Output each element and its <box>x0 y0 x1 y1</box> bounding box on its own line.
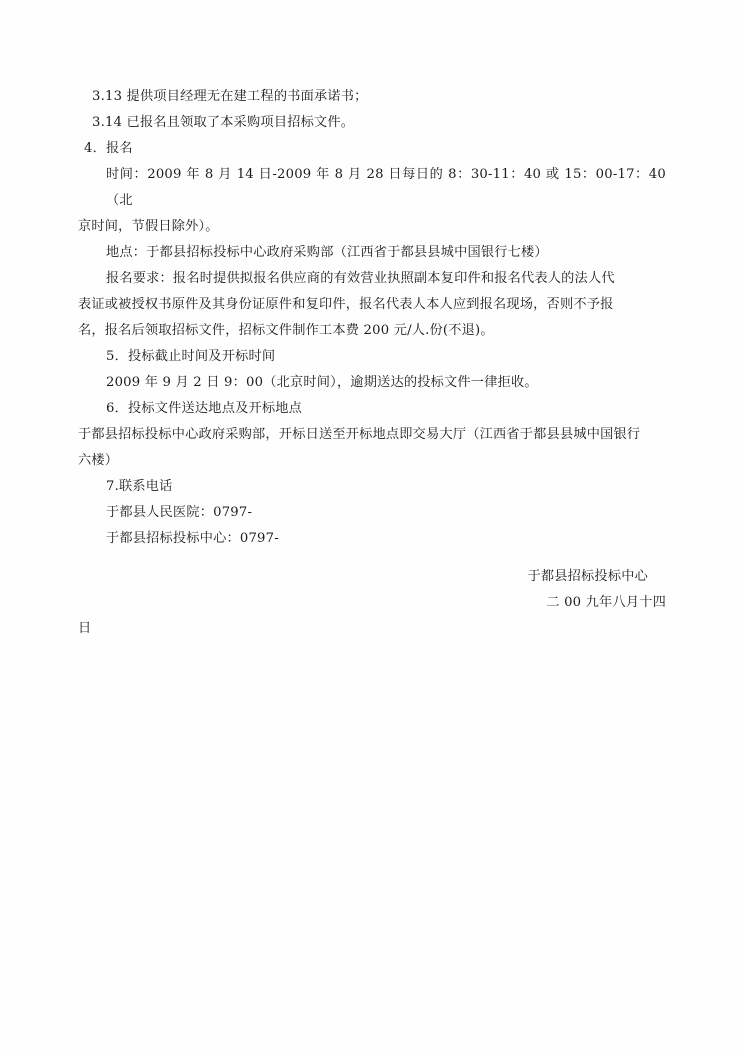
paragraph-requirement-line-3: 名，报名后领取招标文件，招标文件制作工本费 200 元/人.份(不退)。 <box>78 322 494 338</box>
signature-date: 二 00 九年八月十四 <box>546 595 666 610</box>
paragraph-item-3-13: 3.13 提供项目经理无在建工程的书面承诺书； <box>92 89 368 104</box>
paragraph-section-5-title: 5．投标截止时间及开标时间 <box>106 348 276 364</box>
paragraph-contact-hospital: 于都县人民医院：0797- <box>106 504 253 520</box>
paragraph-section-6-body-1: 于都县招标投标中心政府采购部，开标日送至开标地点即交易大厅（江西省于都县县城中国银行 <box>78 426 641 442</box>
paragraph-section-6-body-2: 六楼） <box>78 452 119 468</box>
paragraph-section-5-body: 2009 年 9 月 2 日 9：00（北京时间），逾期送达的投标文件一律拒收。 <box>106 374 538 390</box>
paragraph-time-line: 时间：2009 年 8 月 14 日-2009 年 8 月 28 日每日的 8：30-11：40 或 15：00-17：40（北 <box>106 167 666 208</box>
paragraph-time-line-cont: 京时间，节假日除外）。 <box>78 218 219 234</box>
paragraph-place-line: 地点：于都县招标投标中心政府采购部（江西省于都县县城中国银行七楼） <box>106 244 548 260</box>
paragraph-section-7-title: 7.联系电话 <box>106 478 173 494</box>
paragraph-section-4-title: 4．报名 <box>84 141 133 156</box>
signature-organization: 于都县招标投标中心 <box>527 569 648 584</box>
paragraph-requirement-line-1: 报名要求：报名时提供拟报名供应商的有效营业执照副本复印件和报名代表人的法人代 <box>106 270 615 286</box>
document-body <box>78 84 666 642</box>
paragraph-contact-center: 于都县招标投标中心：0797- <box>106 530 279 546</box>
signature-date-tail: 日 <box>78 621 92 636</box>
paragraph-requirement-line-2: 表证或被授权书原件及其身份证原件和复印件，报名代表人本人应到报名现场，否则不予报 <box>78 296 614 312</box>
paragraph-item-3-14: 3.14 已报名且领取了本采购项目招标文件。 <box>92 115 355 130</box>
paragraph-section-6-title: 6．投标文件送达地点及开标地点 <box>106 400 303 416</box>
